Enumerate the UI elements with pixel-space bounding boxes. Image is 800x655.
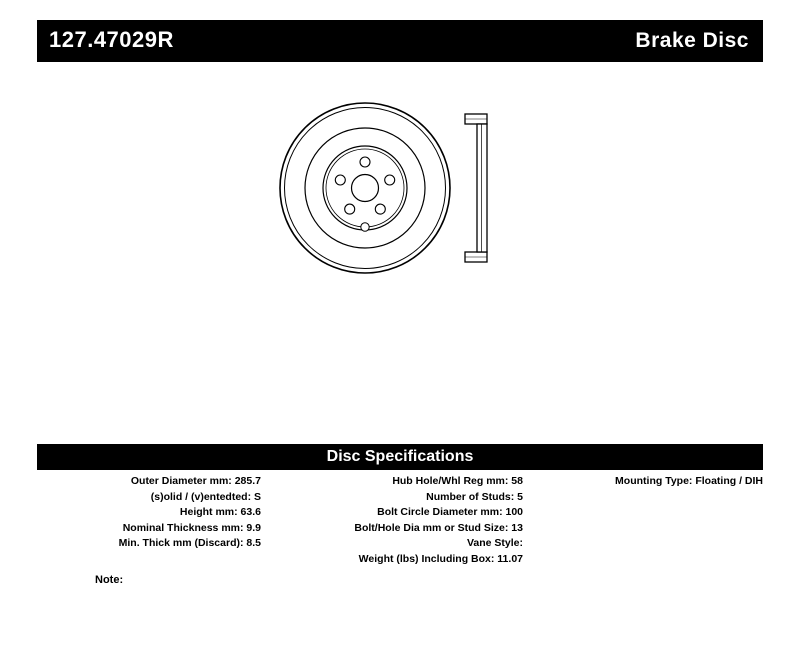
brake-disc-drawing xyxy=(240,95,570,285)
rotor-edge-view xyxy=(465,114,487,262)
spec-item: Bolt/Hole Dia mm or Stud Size: 13 xyxy=(354,521,523,534)
spec-section-title: Disc Specifications xyxy=(37,444,763,470)
part-number: 127.47029R xyxy=(49,27,174,52)
spec-item: Min. Thick mm (Discard): 8.5 xyxy=(118,537,261,549)
spec-item: Mounting Type: Floating / DIH xyxy=(615,475,763,487)
spec-item: Outer Diameter mm: 285.7 xyxy=(130,475,261,487)
spec-item: (s)olid / (v)entedted: S xyxy=(150,490,261,503)
spec-item: Hub Hole/Whl Reg mm: 58 xyxy=(392,475,523,487)
spec-body xyxy=(37,470,763,595)
spec-column-right xyxy=(533,474,763,490)
spec-column-left xyxy=(37,474,261,552)
spec-column-middle xyxy=(269,474,523,567)
header-bar xyxy=(37,20,763,62)
rotor-face-view xyxy=(280,103,450,273)
note-label: Note: xyxy=(95,574,124,586)
page-title: Brake Disc xyxy=(635,28,749,52)
spec-item: Nominal Thickness mm: 9.9 xyxy=(122,521,261,534)
spec-item: Weight (lbs) Including Box: 11.07 xyxy=(358,552,523,565)
spec-item: Bolt Circle Diameter mm: 100 xyxy=(377,506,523,518)
brake-disc-svg xyxy=(240,95,570,285)
spec-item: Height mm: 63.6 xyxy=(179,506,261,518)
spec-item: Number of Studs: 5 xyxy=(426,490,523,503)
spec-item: Vane Style: xyxy=(466,537,523,549)
